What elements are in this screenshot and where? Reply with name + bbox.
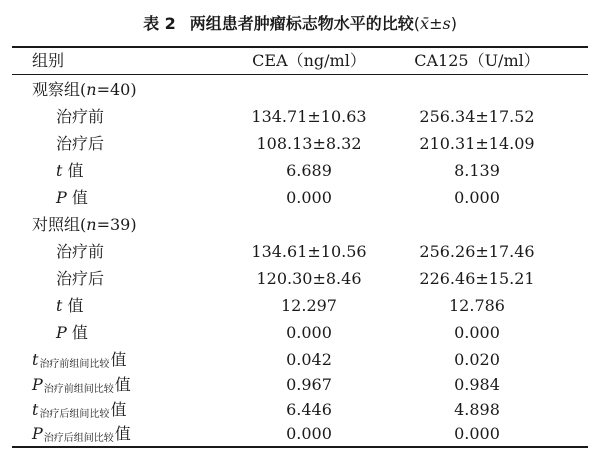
table-row: 治疗后 108.13±8.32 210.31±14.09 xyxy=(56,134,535,153)
header-group: 组别 xyxy=(32,51,65,70)
table-caption xyxy=(0,12,600,36)
table-title: 两组患者肿瘤标志物水平的比较 xyxy=(189,14,414,33)
table-row: $t_{治疗前组间比较}$值 0.042 0.020 xyxy=(32,350,500,370)
table-row: t 值 12.297 12.786 xyxy=(56,296,505,315)
table-row: P 值 0.000 0.000 xyxy=(56,323,500,342)
table-row: 治疗后 120.30±8.46 226.46±15.21 xyxy=(56,269,535,288)
group-label: 对照组(n=39) xyxy=(32,215,137,234)
table-row: $P_{治疗前组间比较}$值 0.967 0.984 xyxy=(32,375,500,395)
header-row xyxy=(12,48,588,74)
group-label: 观察组(n=40) xyxy=(32,80,137,99)
group-row-control xyxy=(12,212,588,238)
caption-stat: x̄±s xyxy=(420,14,451,33)
caption-stat-open: ( xyxy=(413,14,421,33)
table-row: P 值 0.000 0.000 xyxy=(56,188,500,207)
bottom-rule xyxy=(12,446,588,448)
table-row: $P_{治疗后组间比较}$值 0.000 0.000 xyxy=(32,424,500,444)
table-row: t 值 6.689 8.139 xyxy=(56,161,500,180)
table-row: 治疗前 134.61±10.56 256.26±17.46 xyxy=(56,242,535,261)
table-number: 表 2 xyxy=(143,14,176,33)
header-cea: CEA（ng/ml） xyxy=(252,51,366,70)
header-ca125: CA125（U/ml） xyxy=(414,51,540,70)
group-row-observation xyxy=(12,77,588,103)
table-row: 治疗前 134.71±10.63 256.34±17.52 xyxy=(56,107,535,126)
table-row: $t_{治疗后组间比较}$值 6.446 4.898 xyxy=(32,400,500,420)
header-rule xyxy=(12,74,588,75)
caption-stat-close: ) xyxy=(450,14,457,33)
